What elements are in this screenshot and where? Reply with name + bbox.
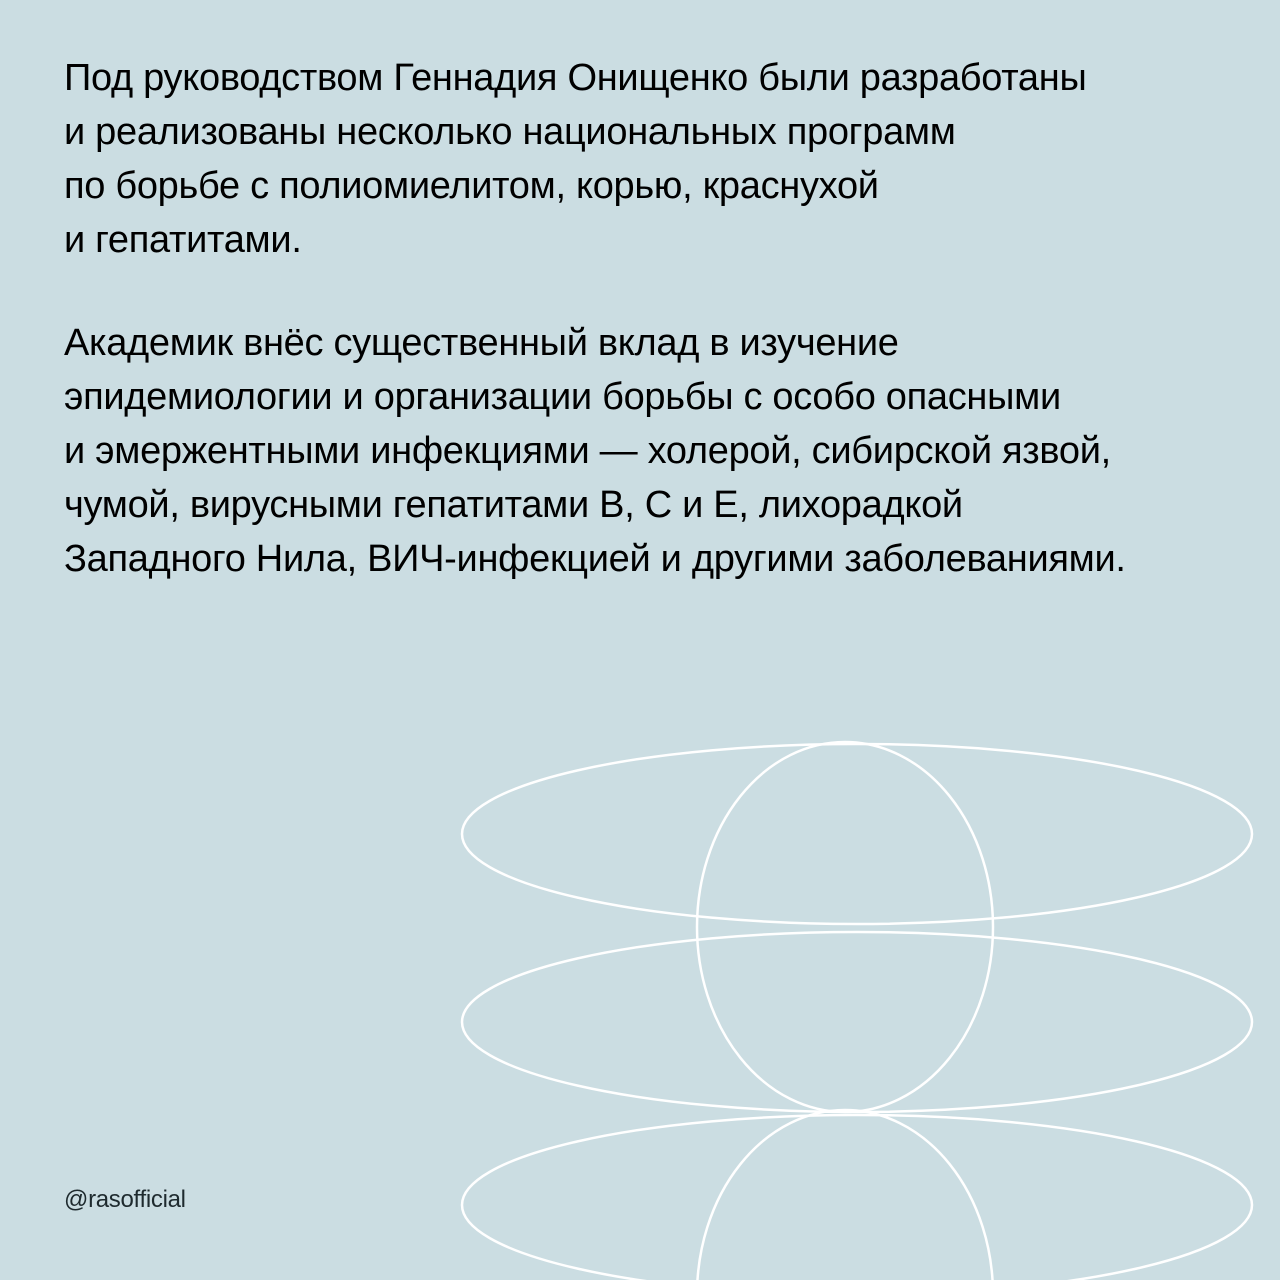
- text-line: и реализованы несколько национальных программ: [64, 111, 956, 153]
- social-handle: @rasofficial: [64, 1186, 186, 1213]
- text-line: и гепатитами.: [64, 219, 302, 261]
- ornament-circle-upper: [697, 742, 993, 1112]
- paragraph-programs: [64, 51, 1244, 267]
- text-line: чумой, вирусными гепатитами В, С и Е, лихорадкой: [64, 484, 963, 526]
- text-line: эпидемиологии и организации борьбы с особо опасными: [64, 376, 1061, 418]
- ornament-circle-lower: [697, 1110, 993, 1280]
- text-line: Академик внёс существенный вклад в изучение: [64, 322, 899, 364]
- paragraph-contribution: [64, 316, 1244, 586]
- ornament-ellipse-top: [462, 744, 1252, 924]
- text-line: Под руководством Геннадия Онищенко были разработаны: [64, 57, 1087, 99]
- ornament-ellipse-bottom: [462, 1115, 1252, 1280]
- ornament-ellipse-middle: [462, 932, 1252, 1112]
- text-line: по борьбе с полиомиелитом, корью, краснухой: [64, 165, 879, 207]
- text-line: и эмержентными инфекциями — холерой, сибирской язвой,: [64, 430, 1111, 472]
- text-line: Западного Нила, ВИЧ-инфекцией и другими заболеваниями.: [64, 538, 1126, 580]
